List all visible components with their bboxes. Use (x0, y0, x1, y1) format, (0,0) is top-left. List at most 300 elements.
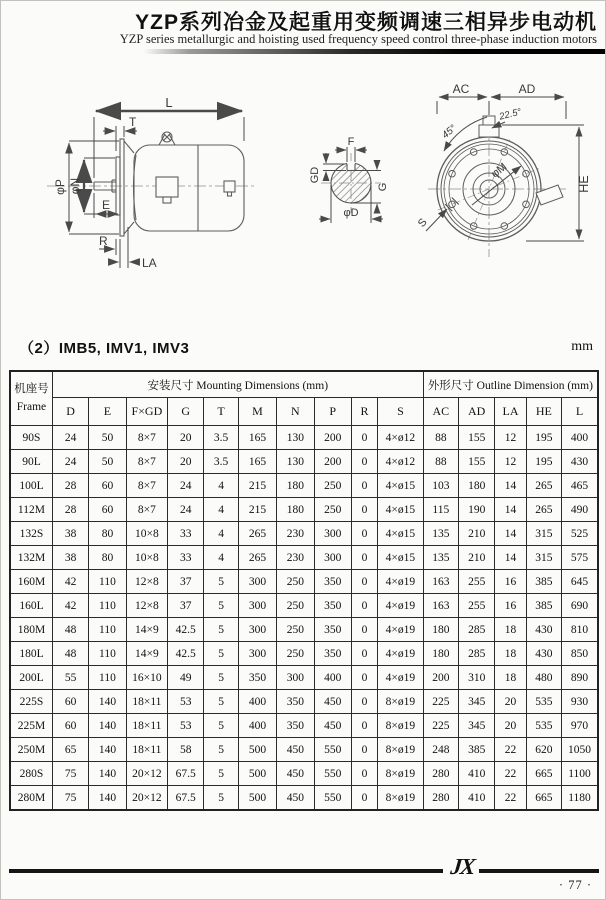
dimension-cell: 265 (238, 546, 276, 570)
dimension-cell: 195 (526, 450, 561, 474)
column-header: LA (495, 398, 526, 426)
dimension-cell: 620 (526, 738, 561, 762)
dimension-cell: 4 (204, 498, 238, 522)
dimension-cell: 33 (168, 522, 204, 546)
dimension-cell: 60 (89, 474, 126, 498)
dimension-cell: 850 (562, 642, 598, 666)
dimension-cell: 345 (459, 690, 495, 714)
dimension-cell: 18 (495, 642, 526, 666)
dimension-cell: 430 (562, 450, 598, 474)
dimension-cell: 285 (459, 642, 495, 666)
column-header: D (52, 398, 88, 426)
dim-label-G: G (377, 182, 389, 192)
dimension-cell: 300 (238, 642, 276, 666)
frame-cell: 100L (10, 474, 52, 498)
dimension-cell: 195 (526, 426, 561, 450)
dimension-cell: 210 (459, 546, 495, 570)
dimension-cell: 180 (459, 474, 495, 498)
brand-logo: JX (449, 854, 475, 879)
dimension-cell: 230 (277, 522, 314, 546)
dimension-cell: 38 (52, 522, 88, 546)
dimension-cell: 500 (238, 762, 276, 786)
dimension-cell: 255 (459, 570, 495, 594)
dimension-cell: 163 (423, 570, 458, 594)
table-row (10, 786, 598, 811)
dimension-cell: 4×ø19 (378, 642, 424, 666)
dimension-cell: 200 (314, 450, 351, 474)
dimension-cell: 8×ø19 (378, 714, 424, 738)
dimension-cell: 60 (52, 714, 88, 738)
dimension-cell: 110 (89, 642, 126, 666)
dimension-cell: 465 (562, 474, 598, 498)
dimension-cell: 42.5 (168, 642, 204, 666)
dimension-cell: 248 (423, 738, 458, 762)
frame-header-en: Frame (16, 400, 47, 413)
dimension-cell: 20 (495, 714, 526, 738)
dimension-cell: 310 (459, 666, 495, 690)
dimension-cell: 400 (238, 714, 276, 738)
dimension-cell: 550 (314, 786, 351, 811)
dim-label-phiP: φP (53, 179, 67, 195)
dimension-cell: 65 (52, 738, 88, 762)
dimension-cell: 480 (526, 666, 561, 690)
dimension-cell: 265 (526, 474, 561, 498)
dimension-cell: 4×ø12 (378, 450, 424, 474)
dimension-cell: 49 (168, 666, 204, 690)
dimension-cell: 14 (495, 546, 526, 570)
dim-label-GD: GD (309, 166, 321, 184)
dimension-cell: 18×11 (126, 690, 167, 714)
header-rule (143, 49, 605, 54)
dimension-cell: 250 (314, 498, 351, 522)
dimension-cell: 430 (526, 618, 561, 642)
dimension-cell: 350 (277, 690, 314, 714)
dimension-cell: 135 (423, 522, 458, 546)
dimension-cell: 24 (168, 474, 204, 498)
dimension-cell: 130 (277, 426, 314, 450)
dimension-cell: 4 (204, 522, 238, 546)
top-terminal-box (479, 125, 499, 137)
table-row (10, 714, 598, 738)
dimension-cell: 0 (351, 762, 377, 786)
technical-drawings (1, 81, 605, 293)
dimension-cell: 0 (351, 738, 377, 762)
dimension-cell: 550 (314, 738, 351, 762)
dimension-cell: 1100 (562, 762, 598, 786)
dimension-cell: 180 (277, 498, 314, 522)
dim-label-phiD: φD (343, 207, 359, 219)
column-header: AD (459, 398, 495, 426)
dimension-cell: 5 (204, 762, 238, 786)
dimension-cell: 970 (562, 714, 598, 738)
frame-column-header (10, 371, 52, 426)
dimension-cell: 225 (423, 714, 458, 738)
dimension-cell: 315 (526, 546, 561, 570)
dimension-cell: 22 (495, 786, 526, 811)
dimension-cell: 410 (459, 762, 495, 786)
table-row (10, 690, 598, 714)
dimension-cell: 225 (423, 690, 458, 714)
dimension-cell: 20×12 (126, 762, 167, 786)
dimension-cell: 24 (52, 450, 88, 474)
dimension-cell: 350 (238, 666, 276, 690)
table-row (10, 666, 598, 690)
frame-cell: 225M (10, 714, 52, 738)
frame-cell: 200L (10, 666, 52, 690)
table-row (10, 738, 598, 762)
page-title-cn: YZP系列冶金及起重用变频调速三相异步电动机 (135, 11, 597, 34)
frame-cell: 132S (10, 522, 52, 546)
dimension-cell: 18×11 (126, 738, 167, 762)
dimension-cell: 215 (238, 498, 276, 522)
dimension-cell: 42.5 (168, 618, 204, 642)
dimension-cell: 4×ø15 (378, 522, 424, 546)
dim-label-T: T (129, 115, 137, 129)
dimension-cell: 28 (52, 474, 88, 498)
dim-label-AD: AD (518, 82, 536, 96)
dimension-cell: 80 (89, 546, 126, 570)
dimension-cell: 350 (314, 642, 351, 666)
dimension-cell: 400 (562, 426, 598, 450)
dimension-cell: 350 (314, 570, 351, 594)
dim-label-22_5deg: 22.5° (498, 106, 523, 123)
dimension-cell: 300 (277, 666, 314, 690)
dimension-cell: 4×ø15 (378, 498, 424, 522)
dimension-cell: 385 (526, 594, 561, 618)
dimension-cell: 75 (52, 786, 88, 811)
keyway (347, 161, 355, 170)
dimension-cell: 280 (423, 786, 458, 811)
dimension-cell: 22 (495, 738, 526, 762)
dimension-cell: 250 (277, 594, 314, 618)
dimension-cell: 14 (495, 522, 526, 546)
dimension-cell: 215 (238, 474, 276, 498)
dimension-cell: 550 (314, 762, 351, 786)
dimension-cell: 8×ø19 (378, 786, 424, 811)
dimension-cell: 80 (89, 522, 126, 546)
dimension-cell: 18 (495, 618, 526, 642)
dimension-cell: 4×ø19 (378, 594, 424, 618)
dimension-cell: 16 (495, 594, 526, 618)
frame-cell: 280M (10, 786, 52, 811)
dimension-cell: 42 (52, 594, 88, 618)
dimension-cell: 140 (89, 786, 126, 811)
dimension-cell: 0 (351, 498, 377, 522)
motor-side-view-drawing (39, 81, 331, 289)
dimension-cell: 250 (314, 474, 351, 498)
dimension-cell: 18×11 (126, 714, 167, 738)
dim-label-S: S (415, 216, 430, 230)
eyebolt (159, 132, 175, 145)
dimension-cell: 38 (52, 546, 88, 570)
outline-group-header: 外形尺寸 Outline Dimension (mm) (423, 371, 598, 398)
dimensions-table (9, 370, 599, 811)
dimension-cell: 300 (238, 570, 276, 594)
frame-header-cn: 机座号 (14, 383, 49, 396)
dim-label-LA: LA (142, 256, 157, 270)
column-header: HE (526, 398, 561, 426)
dimension-cell: 345 (459, 714, 495, 738)
dimension-cell: 200 (423, 666, 458, 690)
dimension-cell: 490 (562, 498, 598, 522)
dimension-cell: 0 (351, 786, 377, 811)
dimension-cell: 8×7 (126, 474, 167, 498)
dimension-cell: 500 (238, 786, 276, 811)
side-lug (536, 185, 563, 205)
dimension-cell: 10×8 (126, 522, 167, 546)
dimension-cell: 14×9 (126, 618, 167, 642)
dimension-cell: 8×7 (126, 450, 167, 474)
column-header: E (89, 398, 126, 426)
dim-label-phiN: φN (68, 177, 82, 195)
dimension-cell: 265 (526, 498, 561, 522)
dimension-cell: 48 (52, 642, 88, 666)
dimension-cell: 16×10 (126, 666, 167, 690)
dim-label-AC: AC (452, 82, 470, 96)
dimension-cell: 0 (351, 666, 377, 690)
dimension-cell: 135 (423, 546, 458, 570)
dimension-cell: 5 (204, 570, 238, 594)
dimension-cell: 430 (526, 642, 561, 666)
dimension-cell: 1050 (562, 738, 598, 762)
small-box (224, 181, 235, 192)
dimension-cell: 250 (277, 618, 314, 642)
frame-cell: 90S (10, 426, 52, 450)
dimension-cell: 4×ø19 (378, 618, 424, 642)
column-header: S (378, 398, 424, 426)
dimension-cell: 50 (89, 450, 126, 474)
flange (116, 139, 136, 236)
footer-rule-left (9, 869, 443, 873)
dimension-cell: 110 (89, 618, 126, 642)
dimension-cell: 450 (277, 762, 314, 786)
frame-cell: 112M (10, 498, 52, 522)
frame-cell: 280S (10, 762, 52, 786)
dimension-cell: 22 (495, 762, 526, 786)
dimension-cell: 8×7 (126, 498, 167, 522)
dim-label-HE: HE (577, 175, 591, 193)
dimension-cell: 20 (168, 426, 204, 450)
dimension-cell: 28 (52, 498, 88, 522)
dimension-cell: 525 (562, 522, 598, 546)
dimension-cell: 88 (423, 426, 458, 450)
dimension-cell: 140 (89, 714, 126, 738)
dimension-cell: 155 (459, 426, 495, 450)
dimension-cell: 3.5 (204, 450, 238, 474)
table-row (10, 450, 598, 474)
dimension-cell: 60 (52, 690, 88, 714)
table-row (10, 762, 598, 786)
dimension-cell: 0 (351, 546, 377, 570)
dimension-cell: 75 (52, 762, 88, 786)
page-title-en: YZP series metallurgic and hoisting used frequency speed control three-phase induction motors (119, 32, 597, 46)
dimension-cell: 24 (52, 426, 88, 450)
dimension-cell: 14 (495, 474, 526, 498)
dimension-cell: 60 (89, 498, 126, 522)
dimension-cell: 0 (351, 570, 377, 594)
column-header: T (204, 398, 238, 426)
dimension-cell: 42 (52, 570, 88, 594)
dimension-cell: 665 (526, 786, 561, 811)
frame-cell: 225S (10, 690, 52, 714)
column-header: F×GD (126, 398, 167, 426)
dimension-cell: 180 (423, 642, 458, 666)
dimension-cell: 58 (168, 738, 204, 762)
dimension-cell: 67.5 (168, 762, 204, 786)
dimension-cell: 210 (459, 522, 495, 546)
dimension-cell: 14 (495, 498, 526, 522)
dim-label-F: F (347, 136, 355, 148)
dimension-cell: 8×ø19 (378, 762, 424, 786)
dimension-cell: 50 (89, 426, 126, 450)
dimension-cell: 16 (495, 570, 526, 594)
dimension-cell: 255 (459, 594, 495, 618)
dim-label-R: R (99, 234, 108, 248)
dimension-cell: 8×7 (126, 426, 167, 450)
dimension-cell: 20 (495, 690, 526, 714)
dimension-cell: 0 (351, 474, 377, 498)
dimension-cell: 4 (204, 474, 238, 498)
dimension-cell: 350 (314, 594, 351, 618)
dimension-cell: 140 (89, 738, 126, 762)
dimension-cell: 4×ø15 (378, 546, 424, 570)
dimension-cell: 250 (277, 642, 314, 666)
dimension-cell: 37 (168, 594, 204, 618)
dimension-cell: 450 (314, 690, 351, 714)
dimension-cell: 4 (204, 546, 238, 570)
dimension-cell: 0 (351, 690, 377, 714)
dimension-cell: 8×ø19 (378, 738, 424, 762)
dimension-cell: 165 (238, 450, 276, 474)
dimension-cell: 155 (459, 450, 495, 474)
dimension-cell: 140 (89, 690, 126, 714)
dimension-cell: 0 (351, 714, 377, 738)
dimension-cell: 5 (204, 594, 238, 618)
table-row (10, 594, 598, 618)
dimension-cell: 180 (423, 618, 458, 642)
dimension-cell: 535 (526, 714, 561, 738)
dimension-cell: 200 (314, 426, 351, 450)
dimension-cell: 535 (526, 690, 561, 714)
dimension-cell: 12×8 (126, 570, 167, 594)
dimension-cell: 103 (423, 474, 458, 498)
dimension-cell: 645 (562, 570, 598, 594)
dimension-cell: 265 (238, 522, 276, 546)
dimension-cell: 20 (168, 450, 204, 474)
frame-cell: 160M (10, 570, 52, 594)
dimension-cell: 810 (562, 618, 598, 642)
frame-cell: 180L (10, 642, 52, 666)
dimension-cell: 300 (238, 594, 276, 618)
dimension-cell: 55 (52, 666, 88, 690)
table-row (10, 426, 598, 450)
frame-cell: 132M (10, 546, 52, 570)
table-row (10, 546, 598, 570)
column-header: L (562, 398, 598, 426)
frame-cell: 160L (10, 594, 52, 618)
dimension-cell: 37 (168, 570, 204, 594)
dimension-cell: 0 (351, 642, 377, 666)
table-row (10, 474, 598, 498)
column-header: AC (423, 398, 458, 426)
dim-label-E: E (101, 198, 111, 212)
table-row (10, 570, 598, 594)
dimension-cell: 180 (277, 474, 314, 498)
page-number: · 77 · (558, 878, 592, 892)
table-row (10, 618, 598, 642)
dimension-cell: 8×ø19 (378, 690, 424, 714)
dimension-cell: 5 (204, 618, 238, 642)
dimension-cell: 5 (204, 786, 238, 811)
dimension-cell: 1180 (562, 786, 598, 811)
dimension-cell: 20×12 (126, 786, 167, 811)
dimension-cell: 0 (351, 522, 377, 546)
column-header: G (168, 398, 204, 426)
dimension-cell: 88 (423, 450, 458, 474)
dimension-cell: 110 (89, 594, 126, 618)
dimension-cell: 0 (351, 618, 377, 642)
dimension-cell: 14×9 (126, 642, 167, 666)
column-header: M (238, 398, 276, 426)
dimension-cell: 5 (204, 738, 238, 762)
dimension-cell: 4×ø15 (378, 474, 424, 498)
dimension-cell: 5 (204, 642, 238, 666)
dimension-cell: 24 (168, 498, 204, 522)
mounting-group-header: 安装尺寸 Mounting Dimensions (mm) (52, 371, 423, 398)
dimension-cell: 4×ø19 (378, 666, 424, 690)
dimension-cell: 930 (562, 690, 598, 714)
shaft-section-drawing (293, 119, 413, 249)
dimension-cell: 165 (238, 426, 276, 450)
section-number: （2） (19, 340, 59, 357)
dimension-cell: 690 (562, 594, 598, 618)
dimension-cell: 67.5 (168, 786, 204, 811)
column-header-row (10, 398, 598, 426)
dimension-cell: 0 (351, 594, 377, 618)
dimension-cell: 300 (238, 618, 276, 642)
dimension-cell: 385 (459, 738, 495, 762)
table-row (10, 642, 598, 666)
dimension-cell: 250 (277, 570, 314, 594)
dimension-cell: 12×8 (126, 594, 167, 618)
terminal-box (156, 177, 178, 197)
table-row (10, 498, 598, 522)
dimension-cell: 10×8 (126, 546, 167, 570)
frame-cell: 250M (10, 738, 52, 762)
dimension-cell: 285 (459, 618, 495, 642)
dimension-cell: 0 (351, 426, 377, 450)
frame-cell: 180M (10, 618, 52, 642)
dimension-cell: 33 (168, 546, 204, 570)
dimension-cell: 410 (459, 786, 495, 811)
dimension-cell: 450 (314, 714, 351, 738)
motor-front-view-drawing (414, 81, 606, 289)
dimension-cell: 12 (495, 426, 526, 450)
dimension-cell: 130 (277, 450, 314, 474)
dimension-cell: 115 (423, 498, 458, 522)
dimension-cell: 0 (351, 450, 377, 474)
dimension-cell: 315 (526, 522, 561, 546)
dimension-cell: 110 (89, 666, 126, 690)
group-header-row (10, 371, 598, 398)
dimension-cell: 110 (89, 570, 126, 594)
dimension-cell: 300 (314, 546, 351, 570)
unit-label: mm (571, 339, 593, 354)
dimension-cell: 5 (204, 666, 238, 690)
dimension-cell: 450 (277, 738, 314, 762)
dimension-cell: 350 (314, 618, 351, 642)
dimension-cell: 350 (277, 714, 314, 738)
